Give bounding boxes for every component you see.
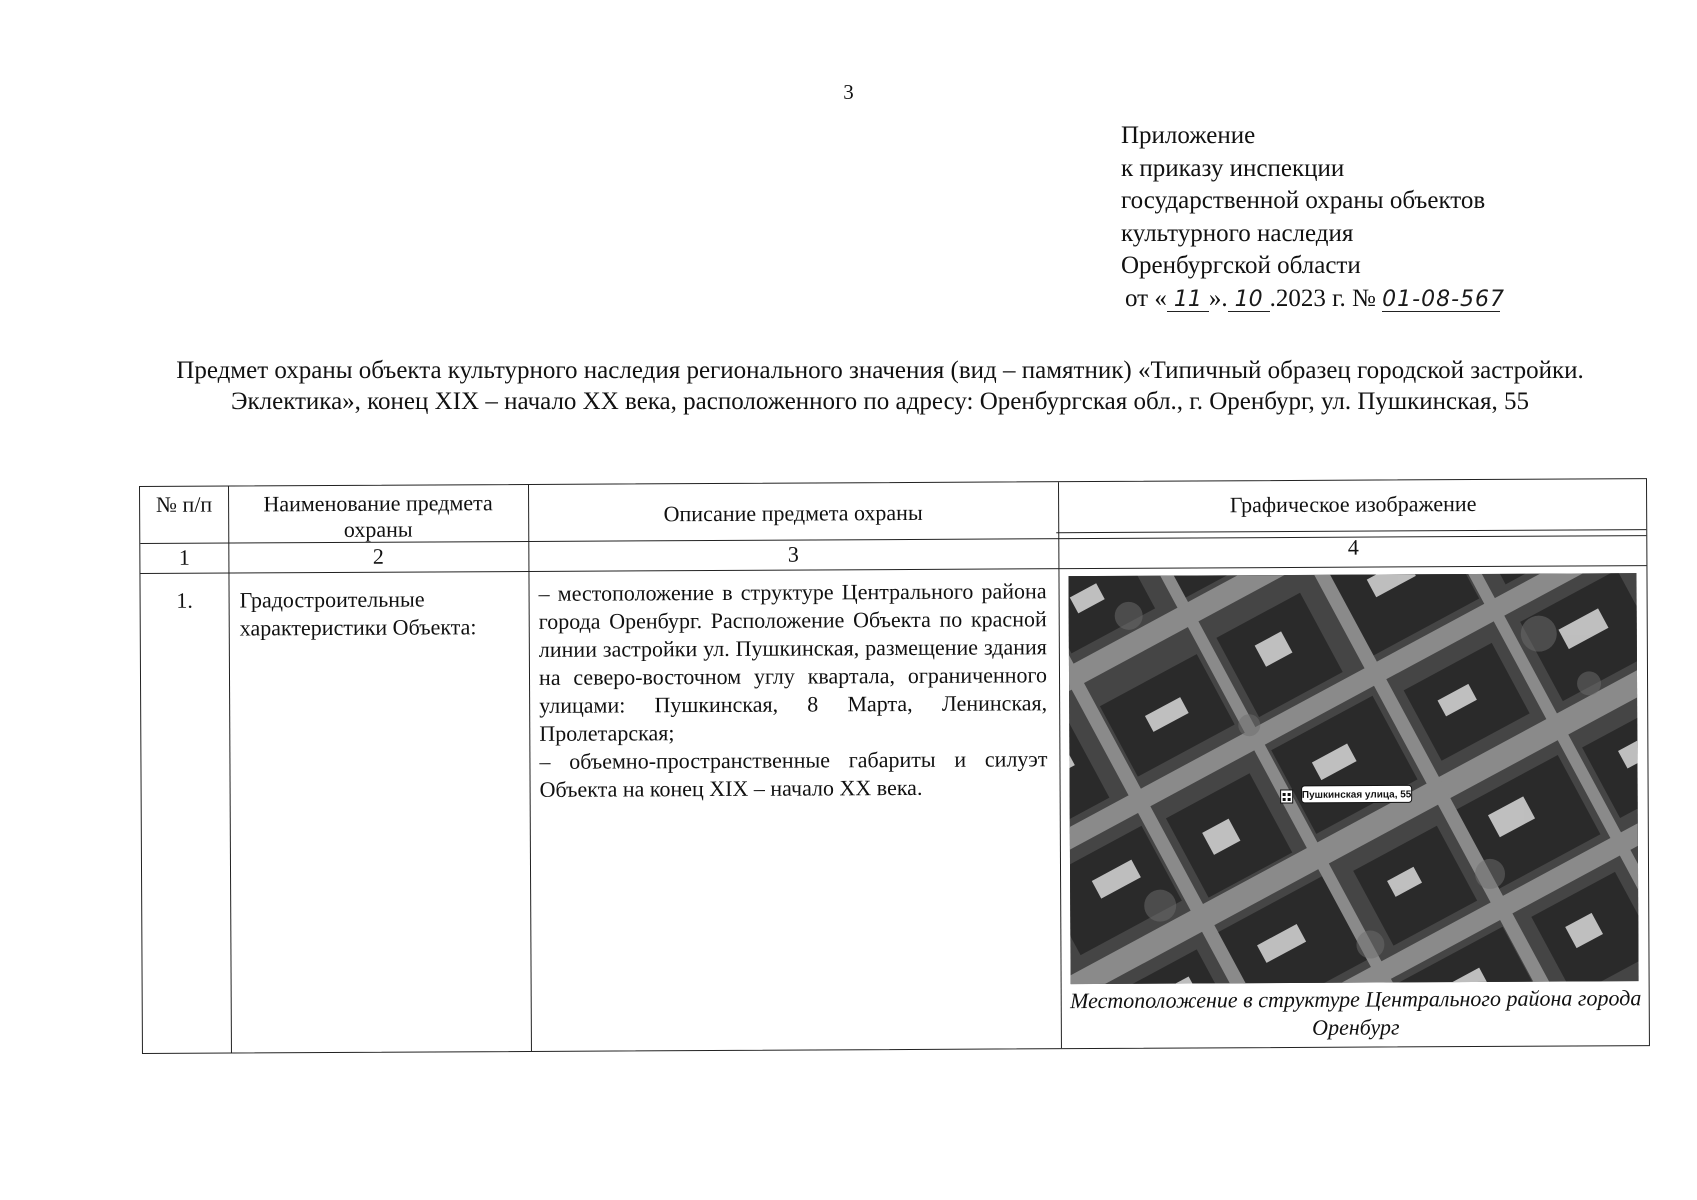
- header-num: № п/п: [155, 491, 213, 517]
- handwritten-order-number: 01-08-567: [1382, 286, 1506, 312]
- map-caption: Местоположение в структуре Центрального района города Оренбург: [1070, 985, 1642, 1040]
- date-mid: ».: [1208, 284, 1228, 312]
- satellite-map-drawing: [1068, 573, 1638, 984]
- column-divider: [228, 487, 232, 1053]
- description-paragraph: – местоположение в структуре Центрального района города Оренбург. Расположение Объекта по красной линии застройки ул. Пушкинская, размещение здания на северо-восточном углу квартала, ограниченного улицами: Пушкинская, 8 Марта, Ленинская, Пролетарская;: [538, 578, 1048, 746]
- row-description: [538, 577, 1047, 804]
- appendix-line: к приказу инспекции: [1121, 154, 1345, 182]
- header-graphic: Графическое изображение: [1229, 490, 1477, 518]
- column-divider: [1058, 482, 1062, 1048]
- page-number: 3: [843, 80, 854, 104]
- appendix-line: государственной охраны объектов: [1121, 187, 1486, 214]
- header-description: Описание предмета охраны: [663, 499, 923, 527]
- location-marker-icon: [1281, 790, 1293, 803]
- appendix-line: культурного наследия: [1121, 219, 1354, 247]
- document-title: Предмет охраны объекта культурного наследия регионального значения (вид – памятник) «Типичный образец городской застройки. Эклектика», конец XIX – начало XX века, расположенного по адресу: Оренбургская обл., г. Оренбург, ул. Пушкинская, 55: [176, 357, 1584, 415]
- satellite-map-image: [1068, 573, 1638, 984]
- row-name: Градостроительные характеристики Объекта:: [239, 586, 477, 641]
- row-number: 1.: [176, 587, 193, 613]
- column-index: 4: [1347, 534, 1359, 560]
- appendix-line: Оренбургской области: [1121, 252, 1361, 279]
- description-paragraph: – объемно-пространственные габариты и силуэт Объекта на конец XIX – начало XX века.: [539, 746, 1048, 802]
- protection-subject-table: [139, 478, 1650, 1054]
- map-location-label: Пушкинская улица, 55: [1301, 789, 1412, 801]
- column-index: 2: [372, 543, 384, 569]
- order-date-line: [1121, 283, 1506, 316]
- column-index: 3: [787, 541, 799, 567]
- column-divider: [528, 485, 532, 1051]
- handwritten-month: 10: [1228, 289, 1270, 312]
- header-name: Наименование предмета охраны: [263, 490, 493, 542]
- date-suffix: .2023 г. №: [1269, 284, 1376, 312]
- handwritten-day: 11: [1167, 289, 1209, 312]
- appendix-header: [1121, 120, 1506, 315]
- appendix-line: Приложение: [1121, 122, 1256, 149]
- date-prefix: от «: [1125, 284, 1167, 312]
- column-index: 1: [178, 544, 190, 570]
